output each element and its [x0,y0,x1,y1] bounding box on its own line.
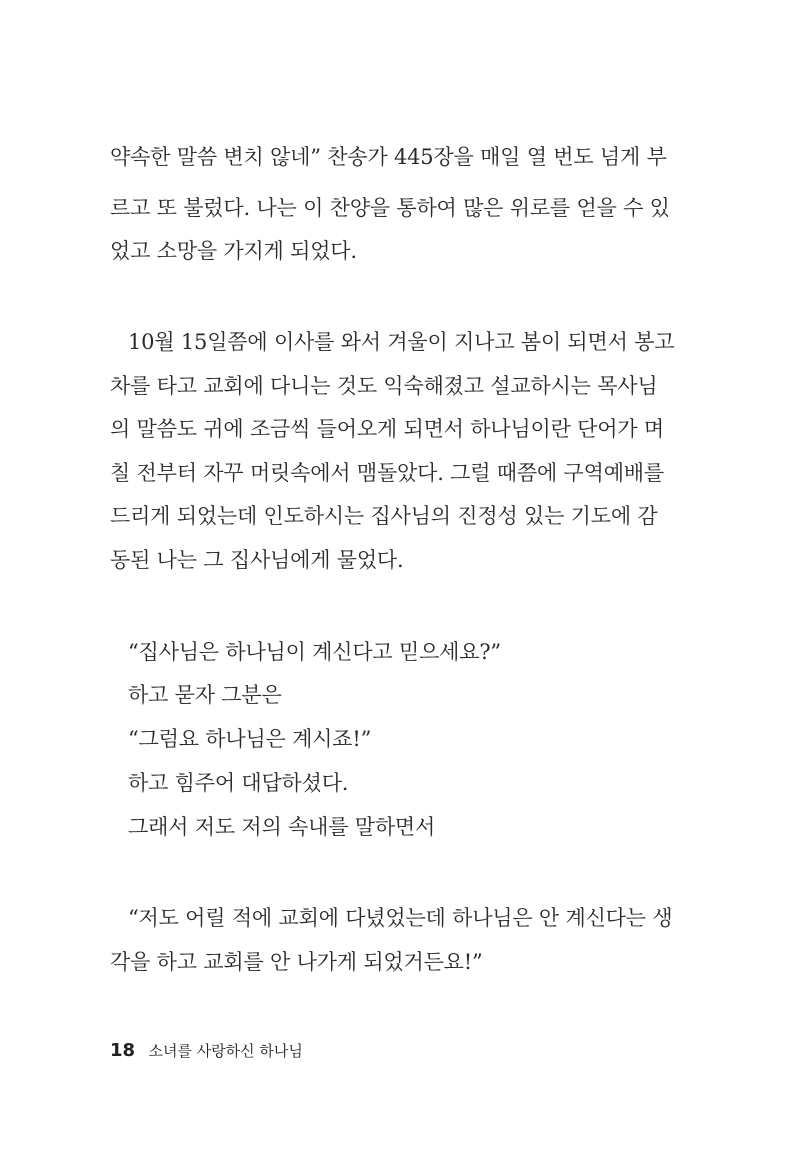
text-line: 드리게 되었는데 인도하시는 집사님의 진정성 있는 기도에 감 [110,504,658,528]
text-line: 약속한 말씀 변치 않네” 찬송가 445장을 매일 열 번도 넘게 부 [110,145,667,169]
text-line: “저도 어릴 적에 교회에 다녔었는데 하나님은 안 계신다는 생 [128,906,673,930]
text-line: 칠 전부터 자꾸 머릿속에서 맴돌았다. 그럴 때쯤에 구역예배를 [110,461,664,485]
text-line: 동된 나는 그 집사님에게 물었다. [110,548,404,572]
text-line: 의 말씀도 귀에 조금씩 들어오게 되면서 하나님이란 단어가 며 [110,417,664,441]
page-footer [110,1038,303,1064]
text-line: 하고 힘주어 대답하셨다. [128,771,349,795]
text-line: 각을 하고 교회를 안 나가게 되었거든요!” [110,950,483,974]
book-title: 소녀를 사랑하신 하나님 [148,1042,303,1060]
page-number: 18 [110,1040,136,1061]
text-line: 10월 15일쯤에 이사를 와서 겨울이 지나고 봄이 되면서 봉고 [128,330,675,354]
text-line: 차를 타고 교회에 다니는 것도 익숙해졌고 설교하시는 목사님 [110,374,658,398]
text-line: 그래서 저도 저의 속내를 말하면서 [128,815,436,839]
text-line: 르고 또 불렀다. 나는 이 찬양을 통하여 많은 위로를 얻을 수 있 [110,196,670,220]
text-line: 하고 묻자 그분은 [128,683,282,707]
text-line: “집사님은 하나님이 계신다고 믿으세요?” [128,640,501,664]
text-line: 었고 소망을 가지게 되었다. [110,239,357,263]
text-line: “그럼요 하나님은 계시죠!” [128,727,372,751]
